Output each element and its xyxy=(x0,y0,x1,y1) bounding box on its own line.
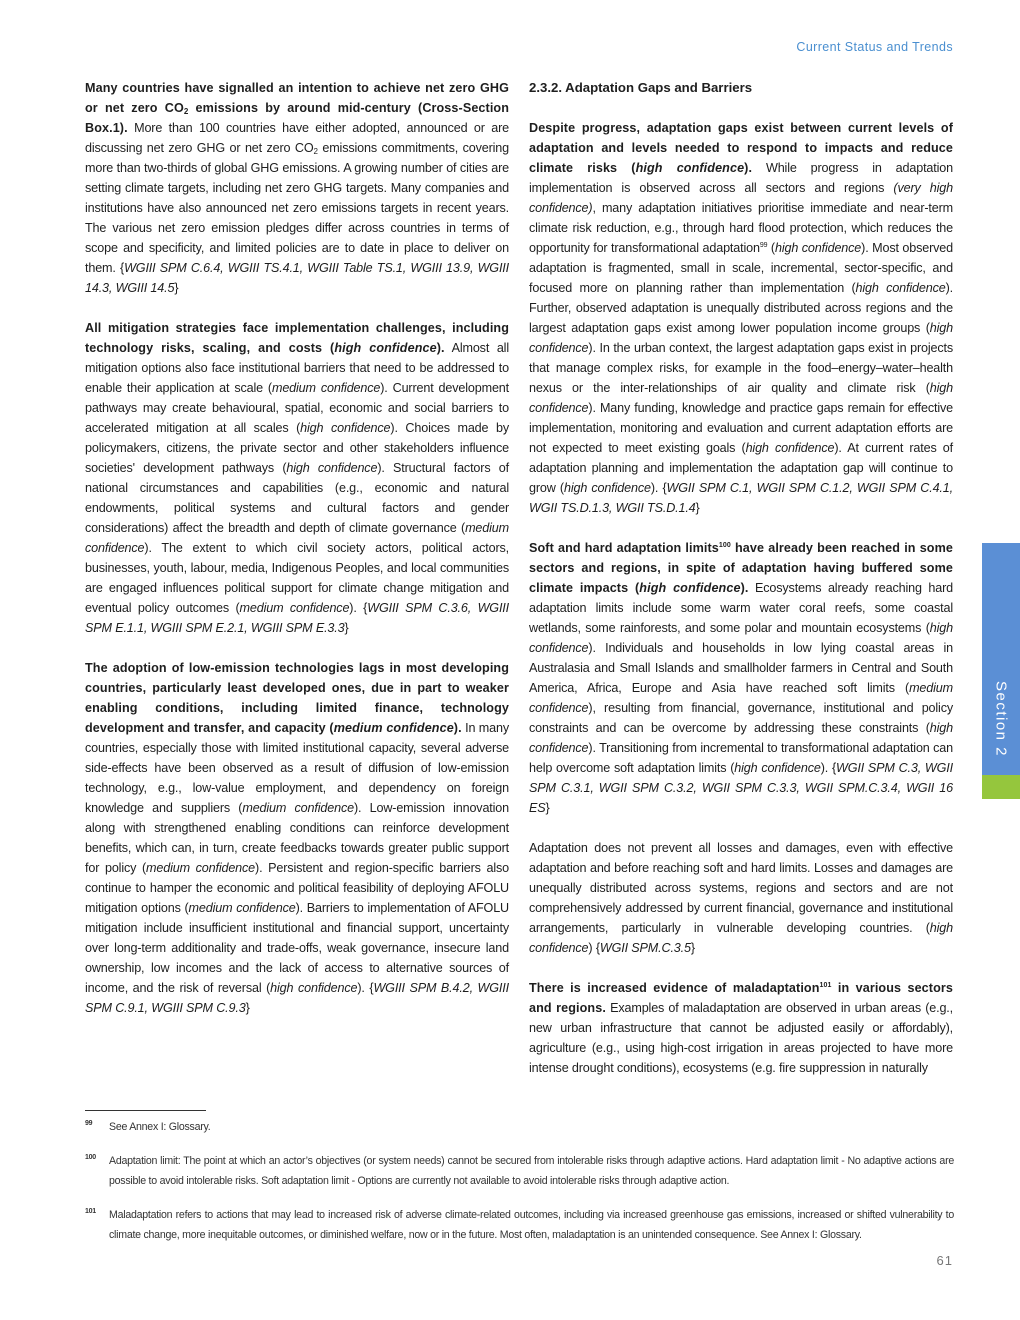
footnote-divider xyxy=(85,1110,206,1111)
section-heading: 2.3.2. Adaptation Gaps and Barriers xyxy=(529,80,753,95)
paragraph-losses-damages: Adaptation does not prevent all losses and damages, even with effective adaptation and before reaching soft and hard limits. Losses and damages are unequally distributed across systems, regions and sectors and are not comprehensively addressed by current financial, governance and institutional arrangements, particularly in vulnerable developing countries. (high confidence) {WGII SPM.C.3.5} xyxy=(529,841,953,955)
section-tab-label: Section 2 xyxy=(992,680,1010,758)
paragraph-adaptation-limits: Soft and hard adaptation limits$^{100}$ have already been reached in some sectors and regions, in spite of adaptation having buffered some climate impacts (high confidence). Ecosystems already reaching hard adaptation limits include some warm water coral reefs, some coastal wetlands, some rainforests, and some polar and mountain ecosystems (high confidence). Individuals and households in low lying coastal areas in Australasia and Small Islands and smallholder farmers in Central and South America, Africa, Europe and Asia have reached soft limits (medium confidence), resulting from financial, governance, institutional and policy constraints and can be overcome by addressing these constraints (high confidence). Transitioning from incremental to transformational adaptation can help overcome soft adaptation limits (high confidence). {WGII SPM C.3, WGII SPM C.3.1, WGII SPM C.3.2, WGII SPM C.3.3, WGII SPM.C.3.4, WGII 16 ES} xyxy=(529,541,954,815)
running-title: Current Status and Trends xyxy=(796,40,953,54)
paragraph-adaptation-gaps: Despite progress, adaptation gaps exist between current levels of adaptation and levels needed to respond to impacts and reduce climate risks (high confidence). While progress in adaptation implementation is observed across all sectors and regions (very high confidence), many adaptation initiatives prioritise immediate and near-term climate risk reduction, e.g., through hard flood protection, which reduces the opportunity for transformational adaptation$^{99}$ (high confidence). Most observed adaptation is fragmented, small in scale, incremental, sector-specific, and focused more on planning rather than implementation (high confidence). Further, observed adaptation is unequally distributed across regions and the largest adaptation gaps exist among lower population income groups (high confidence). In the urban context, the largest adaptation gaps exist in projects that manage complex risks, for example in the food–energy–water–health nexus or the inter-relationships of air quality and climate risk (high confidence). Many funding, knowledge and practice gaps remain for effective implementation, monitoring and evaluation and current adaptation efforts are not expected to meet existing goals (high confidence). At current rates of adaptation planning and implementation the adaptation gap will continue to grow (high confidence). {WGII SPM C.1, WGII SPM C.1.2, WGII SPM C.4.1, WGII TS.D.1.3, WGII TS.D.1.4} xyxy=(529,121,953,515)
paragraph-mitigation-challenges: All mitigation strategies face implementation challenges, including technology risks, scaling, and costs (high confidence). Almost all mitigation options also face institutional barriers that need to be addressed to enable their application at scale (medium confidence). Current development pathways may create behavioural, spatial, economic and social barriers to accelerated mitigation at all scales (high confidence). Choices made by policymakers, citizens, the private sector and other stakeholders influence societies' development pathways (high confidence). Structural factors of national circumstances and capabilities (e.g., economic and natural endowments, political systems and cultural factors and gender considerations) affect the breadth and depth of climate governance (medium confidence). The extent to which civil society actors, political actors, businesses, youth, labour, media, Indigenous Peoples, and local communities are engaged influences political support for climate change mitigation and eventual policy outcomes (medium confidence). {WGIII SPM C.3.6, WGIII SPM E.1.1, WGIII SPM E.2.1, WGIII SPM E.3.3} xyxy=(85,321,510,635)
footnote-item xyxy=(85,1151,954,1191)
page-number: 61 xyxy=(936,1253,953,1268)
footnote-text: Maladaptation refers to actions that may lead to increased risk of adverse climate-related outcomes, including via increased greenhouse gas emissions, increased or shifted vulnerability to climate change, more inequitable outcomes, or diminished welfare, now or in the future. Most often, maladaptation is an unintended consequence. See Annex I: Glossary. xyxy=(109,1209,954,1241)
footnote-ref[interactable]: 100 xyxy=(718,542,731,549)
footnote-mark: 99 xyxy=(85,1120,93,1127)
footnote-mark: 101 xyxy=(85,1208,96,1215)
paragraph-low-emission-tech: The adoption of low-emission technologies lags in most developing countries, particularly least developed ones, due in part to weaker enabling conditions, including limited finance, technology development and transfer, and capacity (medium confidence). In many countries, especially those with limited institutional capacity, several adverse side-effects have been observed as a result of diffusion of low-emission technology, e.g., low-value employment, and dependency on foreign knowledge and suppliers (medium confidence). Low-emission innovation along with strengthened enabling conditions can reinforce development benefits, which can, in turn, create feedbacks towards greater public support for policy (medium confidence). Persistent and region-specific barriers also continue to hamper the economic and political feasibility of deploying AFOLU mitigation options (medium confidence). Barriers to implementation of AFOLU mitigation include insufficient institutional and financial support, uncertainty over long-term additionality and trade-offs, weak governance, insecure land ownership, low incomes and the lack of access to alternative sources of income, and the risk of reversal (high confidence). {WGIII SPM B.4.2, WGIII SPM C.9.1, WGIII SPM C.9.3} xyxy=(85,661,510,1015)
footnote-ref[interactable]: 99 xyxy=(759,242,768,249)
footnotes xyxy=(85,1117,954,1259)
paragraph-maladaptation: There is increased evidence of maladaptation$^{101}$ in various sectors and regions. Examples of maladaptation are observed in urban areas (e.g., new urban infrastructure that cannot be adjusted easily or affordably), agriculture (e.g., using high-cost irrigation in areas projected to have more intense drought conditions), ecosystems (e.g. fire suppression in naturally xyxy=(529,981,953,1075)
section-tab-accent xyxy=(982,775,1020,799)
paragraph-net-zero: Many countries have signalled an intention to achieve net zero GHG or net zero $CO_2$ emissions by around mid-century (Cross-Section Box.1). More than 100 countries have either adopted, announced or are discussing net zero GHG or net zero $CO_2$ emissions commitments, covering more than two-thirds of global GHG emissions. A growing number of cities are setting climate targets, including net zero GHG targets. Many companies and institutions have also announced net zero emissions targets in recent years. The various net zero emission pledges differ across countries in terms of scope and specificity, and limited policies are to date in place to deliver on them. {WGIII SPM C.6.4, WGIII TS.4.1, WGIII Table TS.1, WGIII 13.9, WGIII 14.3, WGIII 14.5} xyxy=(85,81,510,295)
right-column xyxy=(529,78,953,1098)
footnote-mark: 100 xyxy=(85,1154,96,1161)
footnote-item xyxy=(85,1117,954,1137)
footnote-ref[interactable]: 101 xyxy=(819,982,832,989)
footnote-text: See Annex I: Glossary. xyxy=(109,1121,211,1133)
footnote-item xyxy=(85,1205,954,1245)
left-column xyxy=(85,78,509,1038)
footnote-text: Adaptation limit: The point at which an actor’s objectives (or system needs) cannot be secured from intolerable risks through adaptive actions. Hard adaptation limit - No adaptive actions are possible to avoid intolerable risks. Soft adaptation limit - Options are currently not available to avoid intolerable risks through adaptive action. xyxy=(109,1155,954,1187)
